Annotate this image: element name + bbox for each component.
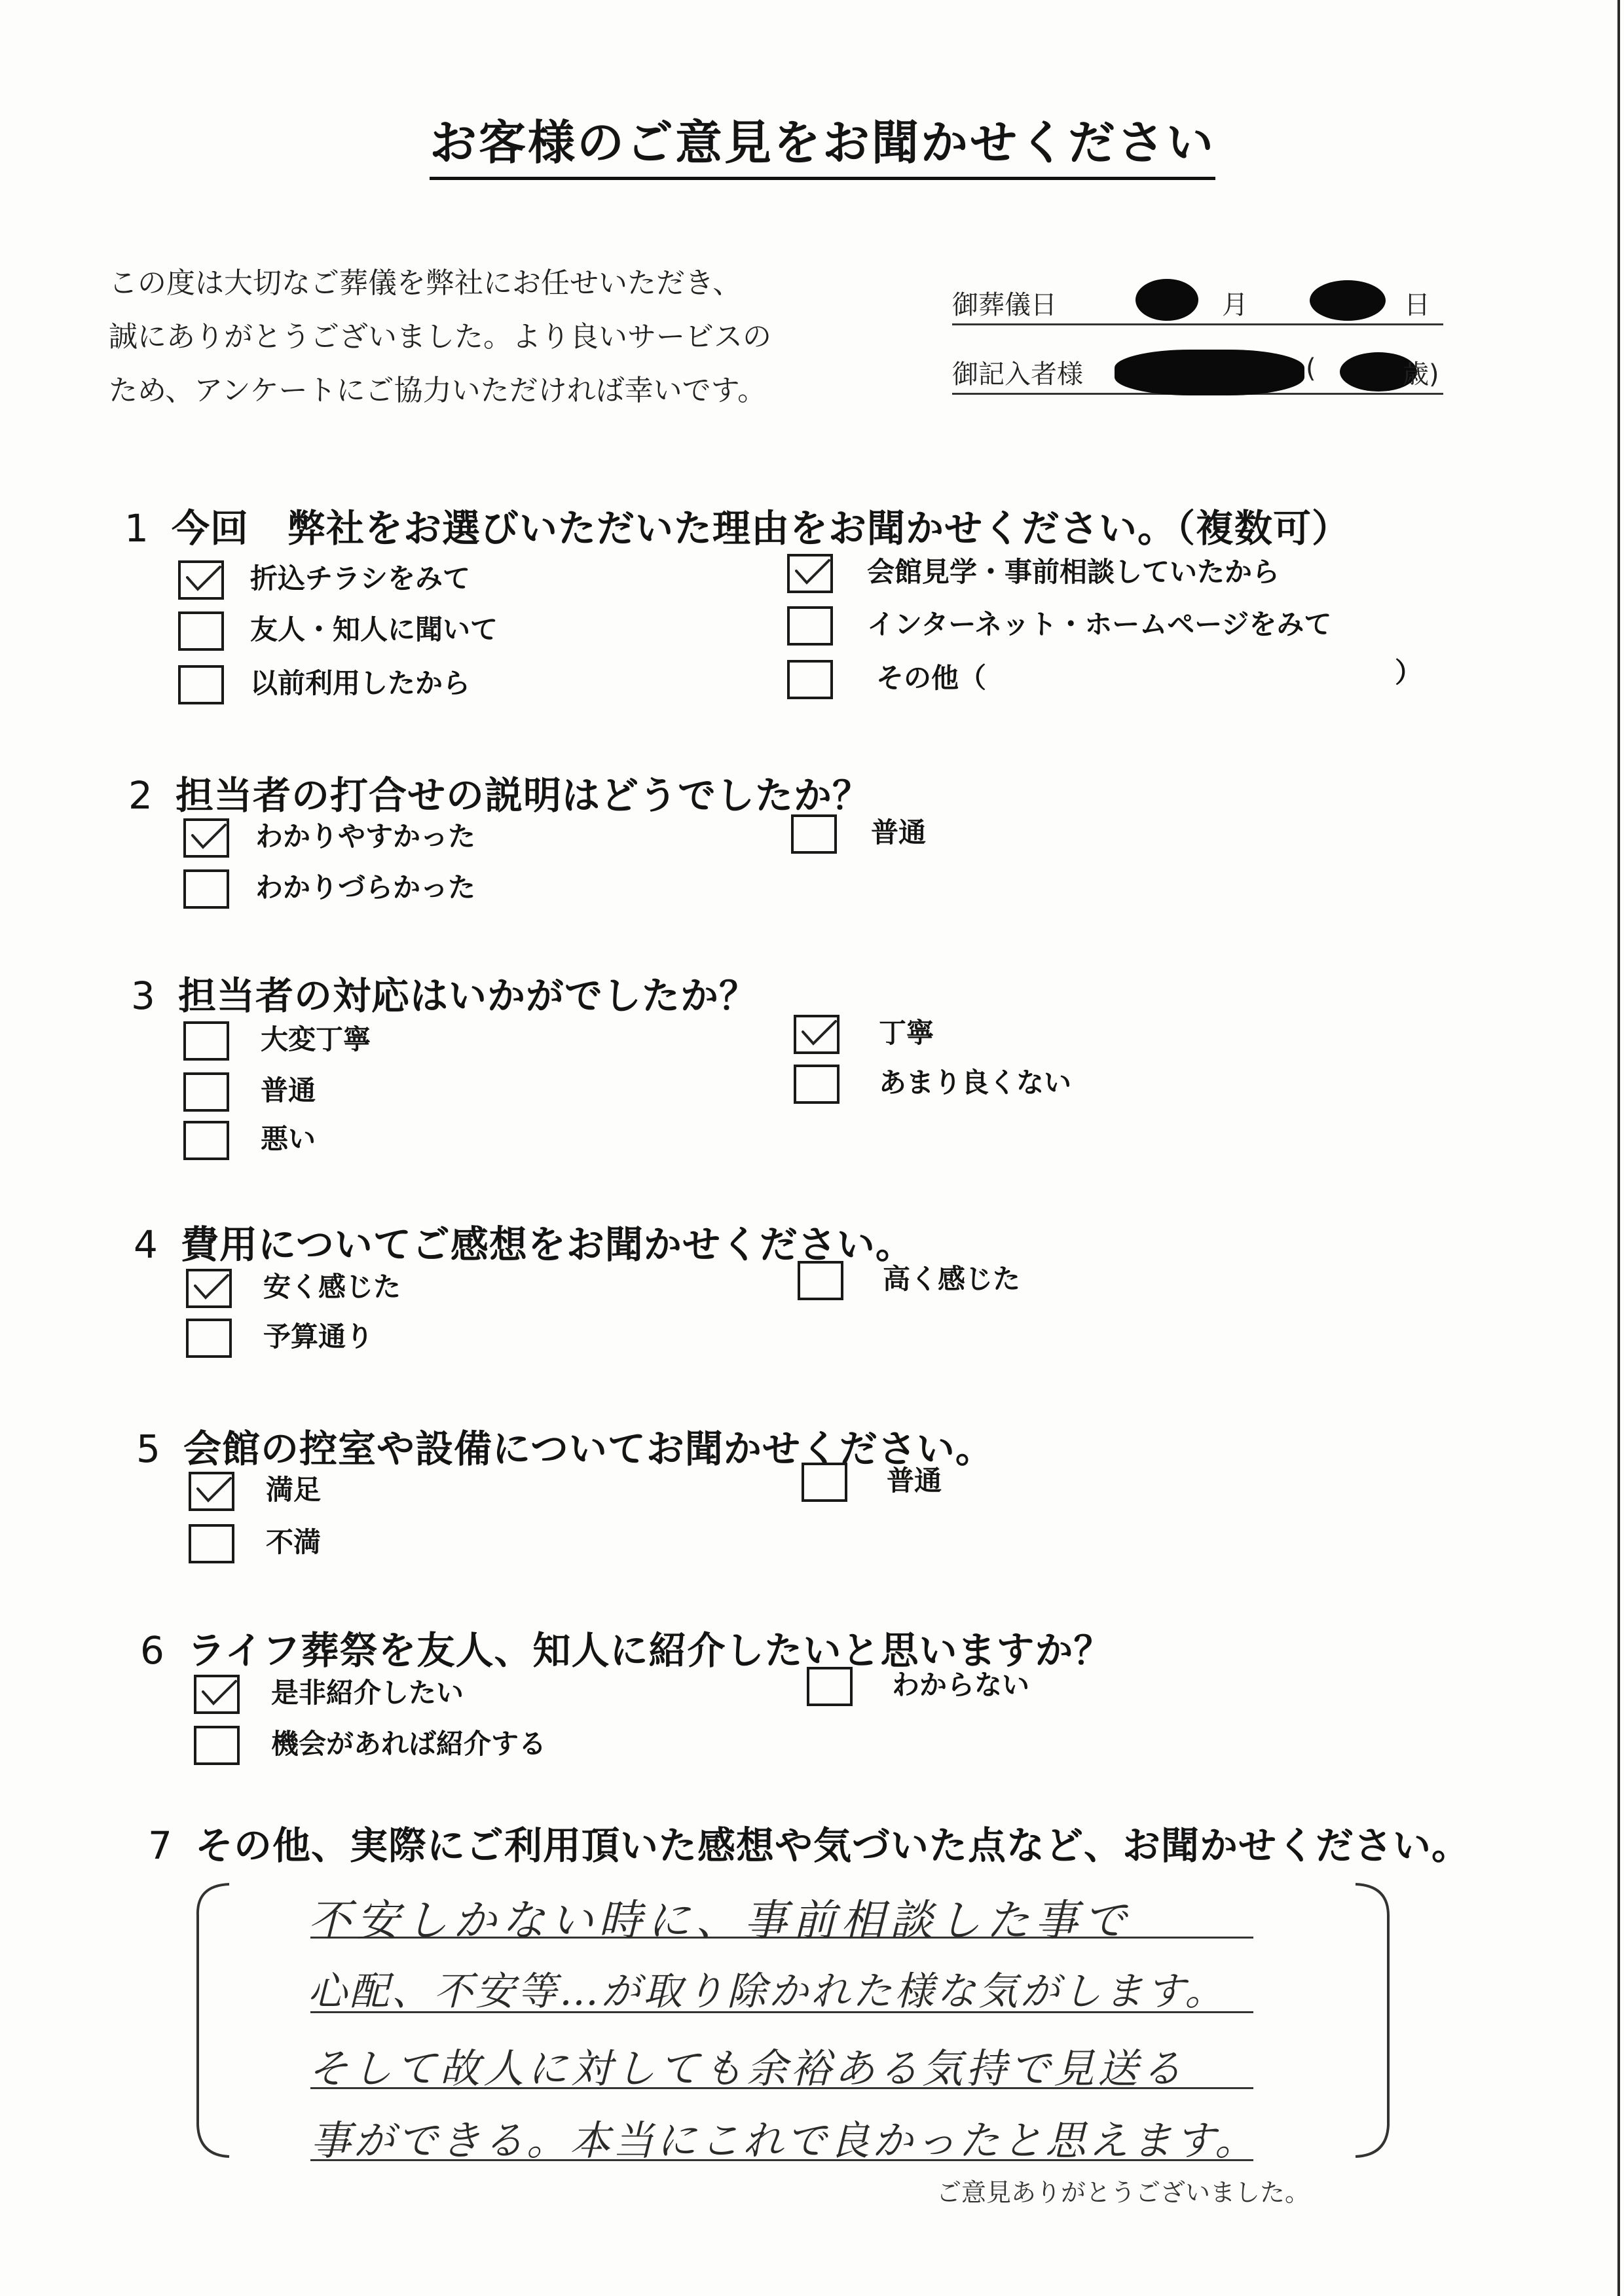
checkbox[interactable] <box>787 660 833 699</box>
option-label: 大変丁寧 <box>261 1023 371 1055</box>
question-number: 2 <box>128 773 153 818</box>
checkbox[interactable] <box>791 814 837 854</box>
check-mark-icon <box>191 1474 232 1508</box>
checkbox[interactable] <box>178 611 224 651</box>
checkbox[interactable] <box>183 1021 229 1061</box>
option-label: 悪い <box>261 1123 316 1155</box>
check-stroke <box>193 825 225 847</box>
check-stroke <box>796 560 829 583</box>
comment-line: 不安しかない時に、事前相談した事で <box>308 1895 1132 1946</box>
question-number: 5 <box>136 1427 161 1471</box>
option-label: 丁寧 <box>879 1017 934 1049</box>
comment-line: そして故人に対しても余裕ある気持で見送る <box>308 2045 1186 2092</box>
checkbox[interactable] <box>194 1726 240 1765</box>
option-label: その他（ <box>876 662 987 694</box>
check-mark-icon <box>196 1677 237 1711</box>
scan-edge <box>1617 0 1620 2296</box>
checkbox[interactable] <box>787 554 833 593</box>
checkbox[interactable] <box>189 1524 234 1563</box>
intro-line: ため、アンケートにご協力いただければ幸いです。 <box>109 374 767 407</box>
checkbox[interactable] <box>183 1072 229 1112</box>
check-stroke <box>198 1478 231 1501</box>
option-label: わかりづらかった <box>255 871 476 903</box>
question-text: 担当者の対応はいかがでしたか？ <box>178 974 758 1018</box>
question-number: 1 <box>124 506 149 551</box>
check-mark-icon <box>790 556 830 591</box>
redaction-mark <box>1310 280 1386 321</box>
check-stroke <box>195 1275 228 1298</box>
checkbox[interactable] <box>798 1261 843 1300</box>
question-number: 6 <box>140 1628 165 1673</box>
intro-line: この度は大切なご葬儀を弊社にお任せいただき、 <box>109 266 742 300</box>
checkbox[interactable] <box>178 665 224 704</box>
question-3 <box>131 965 758 1020</box>
check-mark-icon <box>189 1271 229 1305</box>
option-label: 高く感じた <box>883 1263 1021 1295</box>
redaction-mark <box>1115 350 1304 395</box>
check-stroke <box>187 567 220 589</box>
checkbox[interactable] <box>802 1463 847 1502</box>
question-text: 費用についてご感想をお聞かせください。 <box>181 1222 914 1267</box>
month-label: 月 <box>1222 290 1248 320</box>
comment-line: 事ができる。本当にこれで良かったと思えます。 <box>310 2117 1259 2164</box>
comment-line: 心配、不安等…が取り除かれた様な気がします。 <box>308 1969 1227 2014</box>
thank-you-note: ご意見ありがとうございました。 <box>936 2178 1310 2207</box>
option-label: 満足 <box>266 1474 322 1506</box>
option-label: 安く感じた <box>263 1271 401 1303</box>
question-number: 3 <box>131 974 156 1018</box>
question-2 <box>128 765 871 820</box>
checkbox[interactable] <box>183 818 229 858</box>
check-mark-icon <box>181 563 221 597</box>
question-1 <box>124 498 1350 553</box>
option-label: 以前利用したから <box>250 667 471 699</box>
intro-text <box>109 257 855 418</box>
checkbox[interactable] <box>787 606 833 646</box>
age-label: 歳) <box>1403 359 1439 390</box>
check-mark-icon <box>186 821 227 855</box>
checkbox[interactable] <box>183 869 229 909</box>
redaction-mark <box>1135 279 1198 321</box>
checkbox[interactable] <box>194 1675 240 1714</box>
option-label: インターネット・ホームページをみて <box>867 608 1332 640</box>
option-label: 不満 <box>266 1526 322 1558</box>
option-label: 普通 <box>887 1465 942 1497</box>
checkbox[interactable] <box>794 1065 840 1104</box>
option-label: 普通 <box>261 1074 316 1106</box>
checkbox[interactable] <box>807 1667 853 1706</box>
checkbox[interactable] <box>186 1269 232 1308</box>
option-label: わからない <box>892 1669 1030 1701</box>
check-mark-icon <box>796 1017 837 1051</box>
checkbox[interactable] <box>189 1472 234 1511</box>
option-label: あまり良くない <box>879 1066 1072 1099</box>
check-stroke <box>203 1681 236 1704</box>
question-text: ライフ葬祭を友人、知人に紹介したいと思いますか？ <box>187 1628 1113 1673</box>
age-open: ( <box>1306 354 1316 384</box>
option-label: 普通 <box>871 816 927 848</box>
question-7 <box>148 1815 1470 1870</box>
question-text: 担当者の打合せの説明はどうでしたか？ <box>175 773 872 818</box>
funeral-date-label: 御葬儀日 <box>952 290 1057 320</box>
option-label: 機会があれば紹介する <box>271 1728 547 1760</box>
question-text: 今回 弊社をお選びいただいた理由をお聞かせください。（複数可） <box>172 506 1351 551</box>
page-title: お客様のご意見をお聞かせください <box>430 105 1215 180</box>
funeral-date-row <box>952 282 1443 325</box>
option-label: 是非紹介したい <box>271 1677 464 1709</box>
question-text: その他、実際にご利用頂いた感想や気づいた点など、お聞かせください。 <box>195 1823 1471 1868</box>
option-label: 会館見学・事前相談していたから <box>867 556 1280 588</box>
respondent-label: 御記入者様 <box>952 359 1083 390</box>
q1-other-close-paren: ） <box>1395 657 1423 689</box>
checkbox[interactable] <box>794 1015 840 1054</box>
option-label: わかりやすかった <box>255 820 476 852</box>
question-5 <box>136 1418 994 1473</box>
option-label: 予算通り <box>263 1321 374 1353</box>
option-label: 折込チラシをみて <box>250 562 471 594</box>
day-label: 日 <box>1404 290 1430 320</box>
option-label: 友人・知人に聞いて <box>250 613 498 646</box>
checkbox[interactable] <box>178 560 224 600</box>
checkbox[interactable] <box>186 1319 232 1358</box>
question-number: 7 <box>148 1823 173 1868</box>
respondent-row <box>952 351 1443 395</box>
intro-line: 誠にありがとうございました。より良いサービスの <box>109 320 771 354</box>
question-number: 4 <box>134 1222 158 1267</box>
checkbox[interactable] <box>183 1121 229 1160</box>
check-stroke <box>803 1021 836 1044</box>
question-text: 会館の控室や設備についてお聞かせください。 <box>183 1427 994 1471</box>
